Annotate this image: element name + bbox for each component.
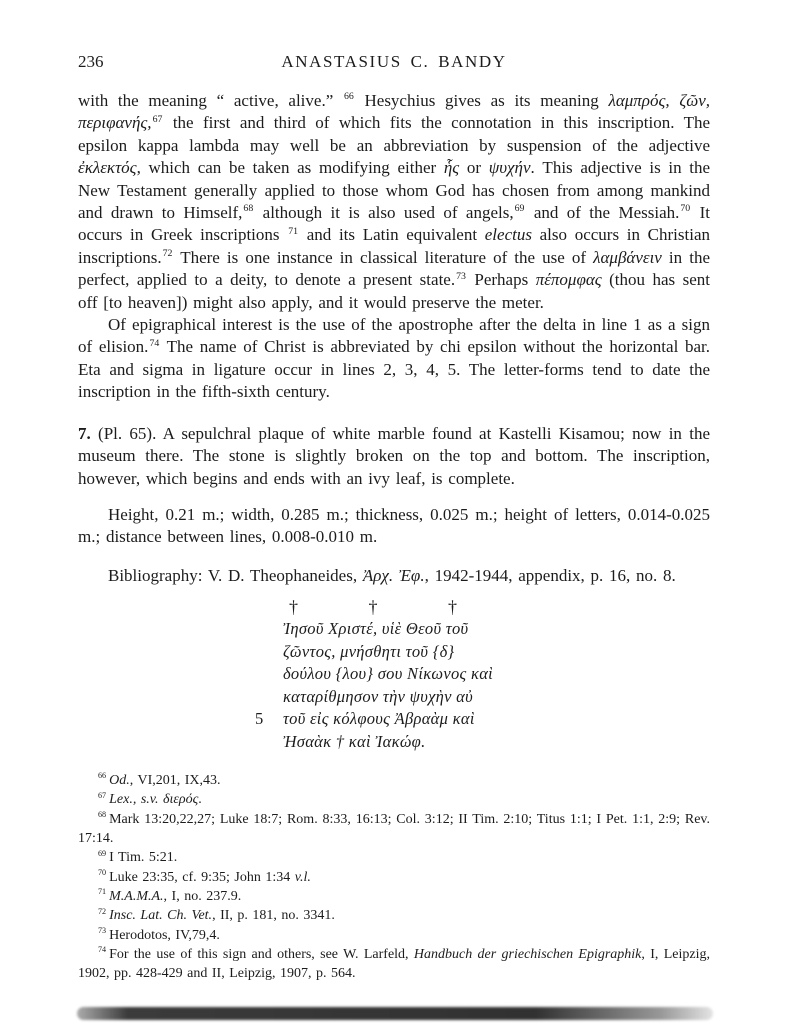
footnote-number: 74 (98, 945, 107, 955)
inscription-line: καταρίθμησον τὴν ψυχὴν αὐ (282, 686, 474, 706)
footnote (78, 926, 710, 945)
footnote-number: 67 (98, 790, 107, 800)
footnote-text: Insc. Lat. Ch. Vet., II, p. 181, no. 3341. (109, 908, 335, 924)
paragraph-continuation: with the meaning “ active, alive.” $^{66}$ Hesychius gives as its meaning λαμπρός, ζῶν, περιφανής,$^{67}$ the first and third of which fits the connotation in this inscription. The epsilon kappa lambda may well be an abbreviation by suspension of the adjective ἐκλεκτός, which can be taken as modifying either ἧς or ψυχήν. This adjective is in the New Testament generally applied to those whom God has chosen from among mankind and drawn to Himself,$^{68}$ although it is also used of angels,$^{69}$ and of the Messiah.$^{70}$ It occurs in Greek inscriptions $^{71}$ and its Latin equivalent electus also occurs in Christian inscriptions.$^{72}$ There is one instance in classical literature of the use of λαμβάνειν in the perfect, applied to a deity, to denote a present state.$^{73}$ Perhaps πέπομφας (thou has sent off [to heaven]) might also apply, and it would preserve the meter. (78, 91, 711, 312)
footnote-text: For the use of this sign and others, see W. Larfeld, Handbuch der griechischen Epigraphik, I, Leipzig, 1902, pp. 428-429 and II, Leipzig, 1907, p. 564. (78, 946, 710, 982)
cross-icon: † (447, 597, 457, 618)
footnote-text: Herodotos, IV,79,4. (109, 927, 220, 943)
footnote-number: 68 (98, 810, 107, 820)
paragraph-epigraphical-interest: Of epigraphical interest is the use of the apostrophe after the delta in line 1 as a sign of elision.$^{74}$ The name of Christ is abbreviated by chi epsilon without the horizontal bar. Eta and sigma in ligature occur in lines 2, 3, 4, 5. The letter-forms tend to date the inscription in the fifth-sixth century. (78, 315, 710, 402)
inscription-line: Ἰησοῦ Χριστέ, υἱὲ Θεοῦ τοῦ (282, 619, 469, 639)
inscription-block (254, 597, 494, 753)
footnote-text: Luke 23:35, cf. 9:35; John 1:34 v.l. (109, 869, 311, 885)
cross-icon: † (368, 597, 378, 618)
inscription-line-text: τοῦ εἰς κόλφους Ἀβραὰμ καὶ (282, 709, 475, 729)
footnote (78, 848, 710, 867)
footnote (78, 945, 710, 984)
page-header (78, 52, 710, 76)
paragraph-dimensions: Height, 0.21 m.; width, 0.285 m.; thickness, 0.025 m.; height of letters, 0.014-0.025 m.; distance between lines, 0.008-0.010 m. (78, 504, 710, 547)
footnote-number: 73 (98, 925, 107, 935)
catalog-entry-7: 7. (Pl. 65). A sepulchral plaque of white marble found at Kastelli Kisamou; now in the museum there. The stone is slightly broken on the top and bottom. The inscription, however, which begins and ends with an ivy leaf, is complete. (78, 423, 710, 488)
inscription-line-number: 5 (254, 709, 264, 729)
footnote-text: Lex., s.v. διερός. (109, 792, 202, 808)
footnote-text: Od., VI,201, IX,43. (109, 773, 221, 789)
scan-shadow-bar (77, 1007, 713, 1020)
footnote-number: 69 (98, 848, 107, 858)
footnote-text: Mark 13:20,22,27; Luke 18:7; Rom. 8:33, 16:13; Col. 3:12; II Tim. 2:10; Titus 1:1; I Pet. 1:1, 2:9; Rev. 17:14. (78, 811, 710, 847)
footnote-number: 70 (98, 867, 107, 877)
footnotes-section (78, 771, 710, 983)
footnote-number: 71 (98, 887, 107, 897)
inscription-line: ζῶντος, μνήσθητι τοῦ {δ} (282, 641, 455, 661)
footnote-text: M.A.M.A., I, no. 237.9. (109, 888, 242, 904)
footnote (78, 906, 710, 925)
page-number: 236 (78, 52, 104, 71)
cross-icon: † (288, 597, 298, 618)
footnote (78, 771, 710, 790)
footnote-number: 72 (98, 906, 107, 916)
inscription-line: δούλου {λου} σου Νίκωνος καὶ (282, 664, 494, 684)
inscription-line (254, 708, 493, 731)
footnote (78, 887, 710, 906)
footnote (78, 868, 710, 887)
inscription-line: Ἠσαὰκ † καὶ Ἰακώφ. (282, 731, 426, 751)
footnote (78, 790, 710, 809)
footnote-number: 66 (98, 771, 107, 781)
crosses-row (283, 597, 457, 618)
paragraph-bibliography: Bibliography: V. D. Theophaneides, Ἀρχ. Ἐφ., 1942-1944, appendix, p. 16, no. 8. (108, 565, 676, 585)
running-head: ANASTASIUS C. BANDY (281, 52, 507, 71)
footnote-text: I Tim. 5:21. (109, 850, 178, 866)
footnote (78, 810, 710, 849)
